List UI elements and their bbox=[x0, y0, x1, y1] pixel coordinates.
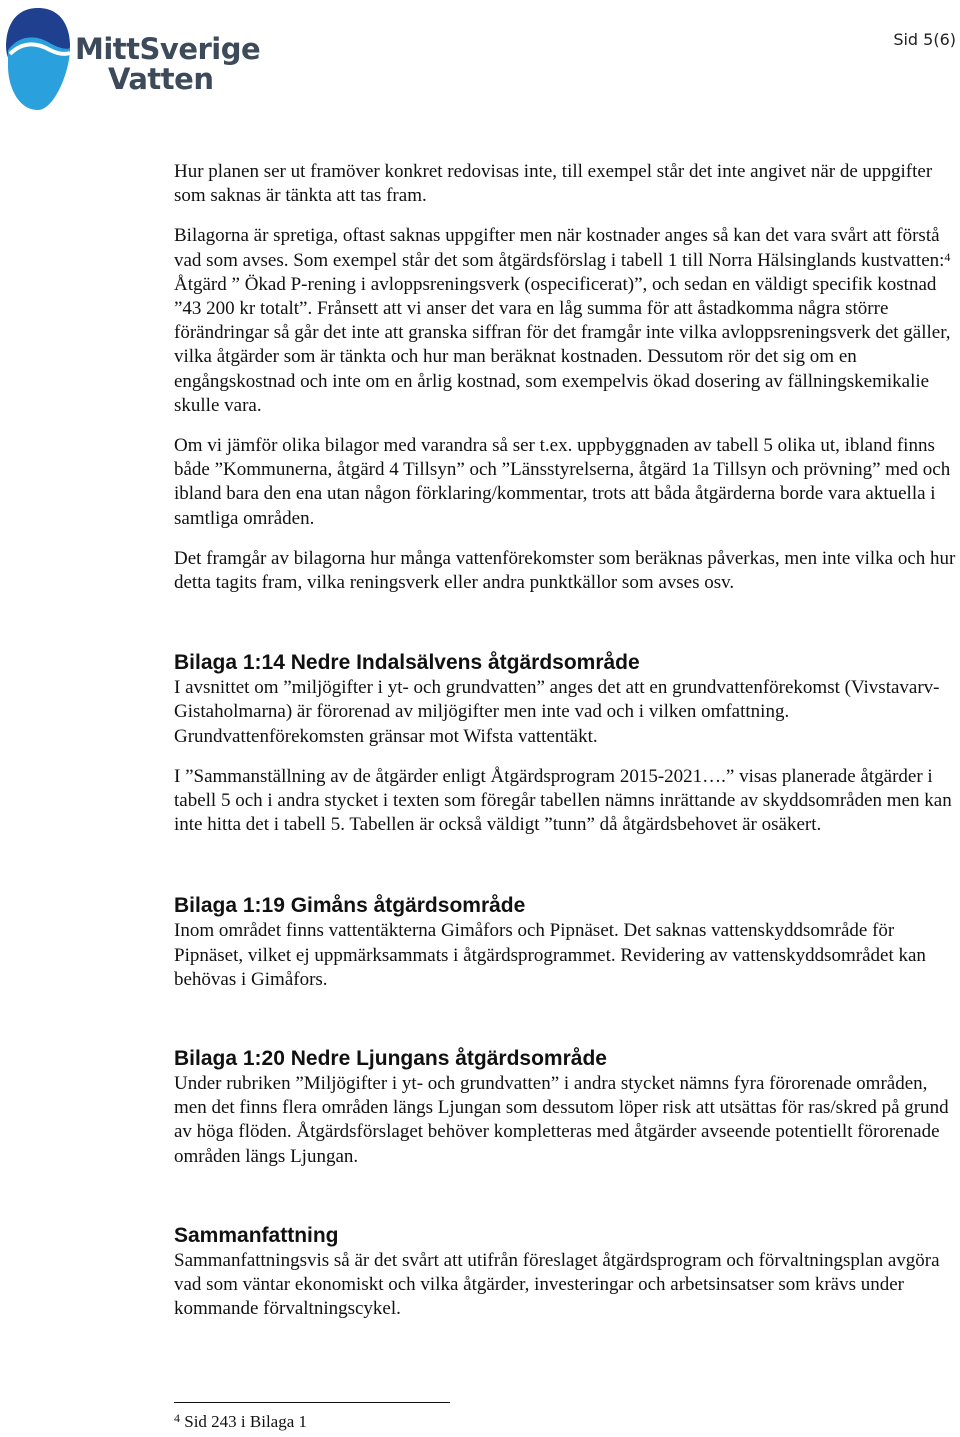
section-indalsalven-paragraph-1: I avsnittet om ”miljögifter i yt- och grundvatten” anges det att en grundvattenförekomst (Vivstavarv-Gistaholmarna) är förorenad av miljögifter men inte vad och i vilken omfattning. Grundvattenförekomsten gränsar mot Wifsta vattentäkt. bbox=[174, 677, 940, 747]
section-ljungan-paragraph-1: Under rubriken ”Miljögifter i yt- och grundvatten” i andra stycket nämns fyra förorenade områden, men det finns flera områden längs Ljungan som dessutom löper risk att utsättas för ras/skred på grund av höga flöden. Åtgärdsförslaget behöver kompletteras med åtgärder avseende potentiellt förorenade områden längs Ljungan. bbox=[174, 1073, 949, 1167]
logo-line-2: Vatten bbox=[108, 62, 214, 96]
intro-paragraph-1: Hur planen ser ut framöver konkret redovisas inte, till exempel står det inte angivet när de uppgifter som saknas är tänkta att tas fram. bbox=[174, 161, 933, 207]
footnote-divider bbox=[174, 1402, 450, 1403]
mittsverige-vatten-logo bbox=[4, 6, 261, 112]
section-indalsalven-paragraph-2: I ”Sammanställning av de åtgärder enligt Åtgärdsprogram 2015-2021….” visas planerade åtgärder i tabell 5 och i andra stycket i texten som föregår tabellen nämns inrättande av skyddsområden men kan inte hitta det i tabell 5. Tabellen är också väldigt ”tunn” då åtgärdsbehovet är osäkert. bbox=[174, 765, 952, 836]
section-heading-indalsalven: Bilaga 1:14 Nedre Indalsälvens åtgärdsområde bbox=[174, 651, 640, 675]
section-heading-sammanfattning: Sammanfattning bbox=[174, 1223, 339, 1247]
document-body bbox=[174, 160, 960, 1322]
footnote-marker: 4 bbox=[174, 1411, 180, 1425]
intro-paragraph-2-part-a: Bilagorna är spretiga, oftast saknas uppgifter men när kostnader anges så kan det vara svårt att förstå vad som avses. Som exempel står det som åtgärdsförslag i tabell 1 till Norra Hälsinglands kustvatten: bbox=[174, 225, 945, 271]
page-number: Sid 5(6) bbox=[893, 30, 956, 49]
intro-paragraph-2 bbox=[174, 224, 960, 418]
intro-paragraph-4: Det framgår av bilagorna hur många vattenförekomster som beräknas påverkas, men inte vilka och hur detta tagits fram, vilka reningsverk eller andra punktkällor som avses osv. bbox=[174, 547, 956, 594]
section-heading-giman: Bilaga 1:19 Gimåns åtgärdsområde bbox=[174, 894, 526, 918]
intro-paragraph-2-part-b: Åtgärd ” Ökad P-rening i avloppsreningsverk (ospecificerat)”, och sedan en väldigt specifik kostnad ”43 200 kr totalt”. Frånsett att vi anser det vara en låg summa för att åstadkomma några större förändringar så går det inte att granska siffran för det framgår inte vilka avloppsreningsverk det gäller, vilka åtgärder som är tänkta och hur man beräknat kostnaden. Dessutom rör det sig om en engångskostnad och inte om en årlig kostnad, som exempelvis ökad dosering av fällningskemikalie skulle vara. bbox=[174, 273, 951, 416]
logo-line-1: MittSverige bbox=[75, 32, 261, 66]
intro-paragraph-3: Om vi jämför olika bilagor med varandra så ser t.ex. uppbyggnaden av tabell 5 olika ut, ibland finns både ”Kommunerna, åtgärd 4 Tillsyn” och ”Länsstyrelserna, åtgärd 1a Tillsyn och prövning” med och ibland bara den ena utan någon förklaring/kommentar, trots att båda åtgärderna borde vara aktuella i samtliga områden. bbox=[174, 435, 951, 529]
footnote-text: Sid 243 i Bilaga 1 bbox=[180, 1412, 308, 1431]
water-drop-logo-icon bbox=[4, 6, 72, 112]
section-giman-paragraph-1: Inom området finns vattentäkterna Gimåfors och Pipnäset. Det saknas vattenskyddsområde för Pipnäset, vilket ej uppmärksammats i åtgärdsprogrammet. Revidering av vattenskyddsområdet kan behövas i Gimåfors. bbox=[174, 920, 926, 990]
footnote-reference[interactable]: 4 bbox=[944, 249, 951, 264]
footnote bbox=[174, 1411, 307, 1433]
section-sammanfattning-paragraph-1: Sammanfattningsvis så är det svårt att utifrån föreslaget åtgärdsprogram och förvaltningsplan avgöra vad som väntar ekonomiskt och vilka åtgärder, investeringar och arbetsinsatser som krävs under kommande förvaltningscykel. bbox=[174, 1249, 940, 1320]
section-heading-ljungan: Bilaga 1:20 Nedre Ljungans åtgärdsområde bbox=[174, 1047, 607, 1071]
